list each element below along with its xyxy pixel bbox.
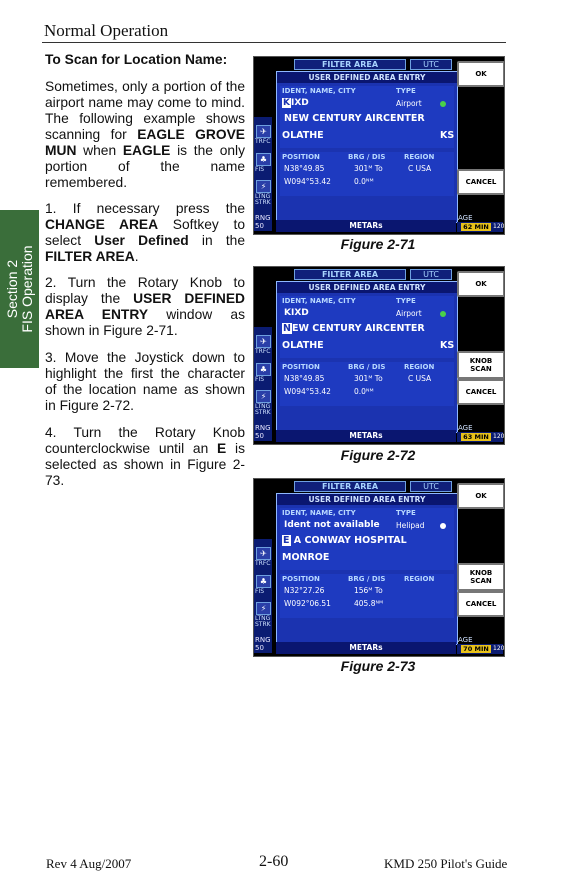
type-caption: TYPE [396,297,416,305]
bold-term: EAGLE GROVE MUN [45,127,245,158]
region-caption: REGION [404,363,435,371]
step-4 [45,425,245,489]
fis-label: FIS [255,376,265,383]
ident-section [280,86,454,148]
ident-value: KIXD [284,308,309,318]
ok-button[interactable]: OK [457,483,505,509]
figure-caption: Figure 2-73 [340,658,416,674]
trfc-label: TRFC [255,138,271,145]
distance-value: 405.8ᴺᴹ [354,599,384,608]
ident-caption: IDENT, NAME, CITY [282,297,356,305]
lightning-icon: ⚡ [256,180,271,193]
age-max: 120 [493,223,505,230]
panel-title: USER DEFINED AREA ENTRY [277,72,457,83]
page-header: Normal Operation [44,21,169,40]
fis-icon: ♣ [256,363,271,376]
type-caption: TYPE [396,87,416,95]
position-section [280,362,454,406]
ident-caption: IDENT, NAME, CITY [282,87,356,95]
knob-scan-button[interactable]: KNOB SCAN [457,351,505,379]
city-value: OLATHE [282,130,324,141]
traffic-icon: ✈ [256,335,271,348]
utc-label: UTC [410,481,452,492]
panel-title: USER DEFINED AREA ENTRY [277,282,457,293]
age-label: AGE [458,636,473,644]
longitude-value: W094°53.42 [284,387,331,396]
ltng-strk-label: LTNG STRK [255,615,271,628]
region-caption: REGION [404,153,435,161]
status-dot-icon [440,523,446,529]
range-value: 50 [255,644,264,652]
knob-scan-button[interactable]: KNOB SCAN [457,563,505,591]
metars-softkey[interactable]: METARs [276,220,456,232]
name-field[interactable] [282,535,407,546]
region-caption: REGION [404,575,435,583]
ident-field[interactable] [282,520,380,530]
latitude-value: N32°27.26 [284,586,325,595]
kmd250-screen [253,266,505,445]
heading [45,52,245,68]
filter-area-title: FILTER AREA [294,481,406,492]
age-label: AGE [458,214,473,222]
text-run: . [134,249,139,264]
age-label: AGE [458,424,473,432]
text-run: in the [188,233,245,248]
fis-label: FIS [255,588,265,595]
range-label: RNG [255,636,271,644]
latitude-value: N38°49.85 [284,374,325,383]
position-caption: POSITION [282,153,320,161]
user-defined-area-panel [276,71,458,223]
bold-term: USER DEFINED AREA ENTRY [45,291,245,322]
brg-dis-caption: BRG / DIS [348,153,386,161]
range-readout [255,424,271,440]
type-caption: TYPE [396,509,416,517]
ident-value: IXD [290,98,309,108]
name-value: NEW CENTURY AIRCENTER [284,113,425,124]
footer-revision: Rev 4 Aug/2007 [46,856,132,871]
position-section [280,152,454,196]
position-caption: POSITION [282,575,320,583]
age-max: 120 [493,645,505,652]
text-run: is selected as shown in Figure 2-73. [45,441,245,488]
text-run: 4. Turn the Rotary Knob counterclockwise until an [45,425,245,456]
metars-softkey[interactable]: METARs [276,430,456,442]
utc-label: UTC [410,269,452,280]
ident-section [280,296,454,358]
state-value: KS [440,340,455,351]
metars-softkey[interactable]: METARs [276,642,456,654]
bold-term: E [217,441,227,456]
age-bar [457,432,503,442]
region-value: C USA [408,374,432,383]
brg-dis-caption: BRG / DIS [348,363,386,371]
text-run: Softkey to select [45,217,245,248]
latitude-value: N38°49.85 [284,164,325,173]
footer-page-number: 2-60 [259,853,289,870]
text-run: 2. Turn the Rotary Knob to display the [45,275,245,306]
step-2 [45,275,245,339]
name-cursor: N [283,323,291,334]
name-field[interactable] [282,323,425,334]
text-run: 1. If necessary press the [45,201,245,216]
bearing-value: 156ᴹ To [354,586,383,595]
kmd250-screen [253,478,505,657]
region-value: C USA [408,164,432,173]
type-value: Helipad [396,521,425,530]
trfc-label: TRFC [255,348,271,355]
ident-field[interactable] [282,98,309,108]
text-run: window as shown in Figure 2-71. [45,307,245,338]
section-tab-text [5,210,35,368]
ident-cursor: K [283,98,290,108]
ltng-strk-label: LTNG STRK [255,193,271,206]
type-value: Airport [396,99,422,108]
age-bar [457,222,503,232]
ok-button[interactable]: OK [457,271,505,297]
name-value: EW CENTURY AIRCENTER [291,323,425,334]
bearing-value: 301ᴹ To [354,374,383,383]
city-value: OLATHE [282,340,324,351]
distance-value: 0.0ᴺᴹ [354,387,374,396]
intro-paragraph [45,79,245,191]
name-value: A CONWAY HOSPITAL [290,535,407,546]
ident-caption: IDENT, NAME, CITY [282,509,356,517]
position-caption: POSITION [282,363,320,371]
section-tab [0,210,39,368]
fis-icon: ♣ [256,153,271,166]
section-tab-line1: Section 2 [4,259,20,319]
text-run: is the only portion of the name remembered. [45,143,246,190]
trfc-label: TRFC [255,560,271,567]
utc-label: UTC [410,59,452,70]
lightning-icon: ⚡ [256,602,271,615]
city-value: MONROE [282,552,330,563]
filter-area-title: FILTER AREA [294,59,406,70]
brg-dis-caption: BRG / DIS [348,575,386,583]
step-3 [45,350,245,414]
bold-term: User Defined [94,233,189,248]
status-dot-icon [440,311,446,317]
age-bar [457,644,503,654]
age-value: 70 MIN [461,645,491,653]
type-value: Airport [396,309,422,318]
fis-icon: ♣ [256,575,271,588]
cancel-button[interactable]: CANCEL [457,591,505,617]
kmd250-screen [253,56,505,235]
age-value: 63 MIN [461,433,491,441]
distance-value: 0.0ᴺᴹ [354,177,374,186]
header-rule [42,42,506,43]
figure-caption: Figure 2-72 [340,447,416,463]
bearing-value: 301ᴹ To [354,164,383,173]
section-tab-line2: FIS Operation [19,245,35,333]
age-value: 62 MIN [461,223,491,231]
bold-term: FILTER AREA [45,249,135,264]
range-readout [255,636,271,652]
traffic-icon: ✈ [256,547,271,560]
age-max: 120 [493,433,505,440]
state-value: KS [440,130,455,141]
ok-button[interactable]: OK [457,61,505,87]
position-section [280,574,454,618]
panel-title: USER DEFINED AREA ENTRY [277,494,457,505]
status-dot-icon [440,101,446,107]
ident-section [280,508,454,570]
step-1 [45,201,245,265]
cancel-button[interactable]: CANCEL [457,379,505,405]
longitude-value: W092°06.51 [284,599,331,608]
cancel-button[interactable]: CANCEL [457,169,505,195]
lightning-icon: ⚡ [256,390,271,403]
bold-term: EAGLE [122,143,171,158]
text-run: 3. Move the Joystick down to highlight the first the character of the location name as shown in Figure 2-72. [45,350,245,413]
text-run: Sometimes, only a portion of the airport name may come to mind. The following example shows scanning for [45,79,245,142]
ident-value: Ident not available [284,520,380,530]
footer-guide-title: KMD 250 Pilot's Guide [384,856,508,871]
text-run: when [76,143,123,158]
figure-caption: Figure 2-71 [340,236,416,252]
range-label: RNG [255,214,271,222]
traffic-icon: ✈ [256,125,271,138]
section-heading: To Scan for Location Name: [45,52,228,67]
user-defined-area-panel [276,493,458,645]
range-value: 50 [255,222,264,230]
range-value: 50 [255,432,264,440]
name-cursor: E [283,535,290,546]
user-defined-area-panel [276,281,458,433]
ltng-strk-label: LTNG STRK [255,403,271,416]
fis-label: FIS [255,166,265,173]
name-field[interactable] [282,113,425,124]
bold-term: CHANGE AREA [45,217,159,232]
ident-field[interactable] [282,308,309,318]
range-label: RNG [255,424,271,432]
longitude-value: W094°53.42 [284,177,331,186]
range-readout [255,214,271,230]
filter-area-title: FILTER AREA [294,269,406,280]
